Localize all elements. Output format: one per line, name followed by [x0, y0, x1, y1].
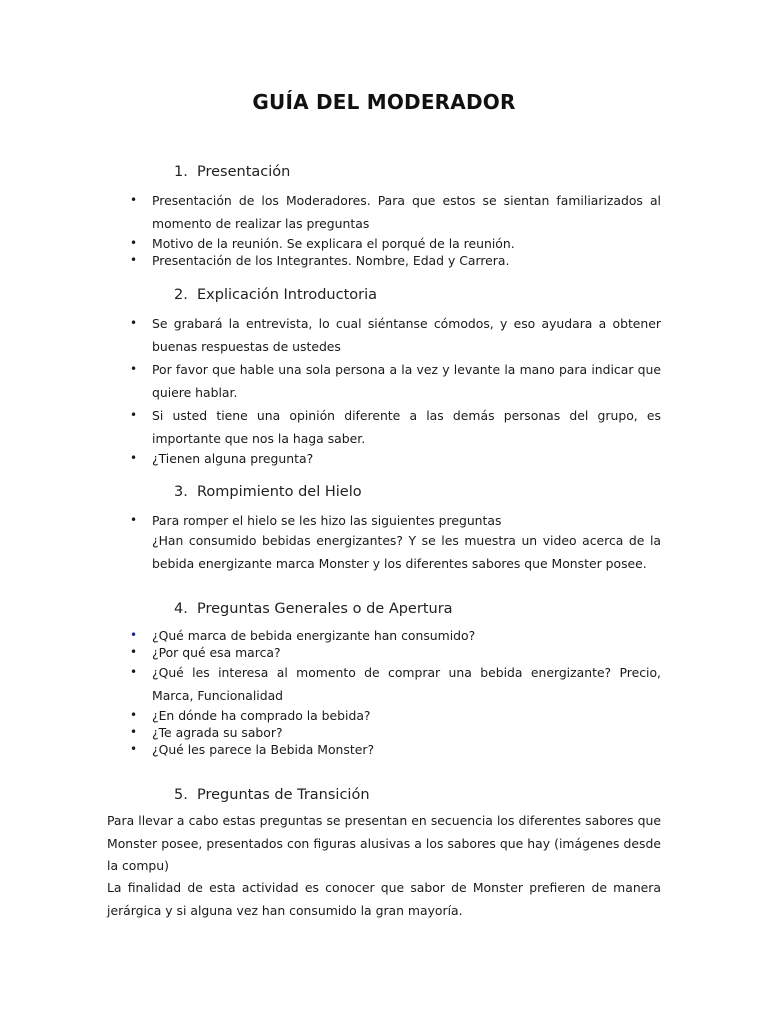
list-item-text: Presentación de los Integrantes. Nombre, Edad y Carrera. — [152, 253, 510, 268]
bullet-marker: • — [130, 708, 138, 722]
list-item — [130, 252, 661, 269]
section-number: 4. — [174, 601, 188, 617]
list-item — [130, 235, 661, 252]
bullet-list-explicacion — [130, 312, 661, 467]
list-item — [130, 358, 661, 404]
bullet-marker: • — [130, 316, 138, 330]
list-item-text: Si usted tiene una opinión diferente a las demás personas del grupo, es importante que nos la haga saber. — [152, 408, 661, 446]
list-item — [130, 644, 661, 661]
bullet-marker: • — [130, 362, 138, 376]
section-heading-transicion — [174, 787, 370, 803]
list-item-subtext: ¿Han consumido bebidas energizantes? Y se les muestra un video acerca de la bebida energizante marca Monster y los diferentes sabores que Monster posee. — [152, 533, 661, 571]
section-number: 1. — [174, 164, 188, 180]
list-item — [130, 724, 661, 741]
list-item-text: ¿Te agrada su sabor? — [152, 725, 283, 740]
list-item — [130, 450, 661, 467]
bullet-marker: • — [130, 236, 138, 250]
list-item-text: ¿Qué les parece la Bebida Monster? — [152, 742, 375, 757]
list-item — [130, 661, 661, 707]
paragraph: La finalidad de esta actividad es conocer que sabor de Monster prefieren de manera jerárgica y si alguna vez han consumido la gran mayoría. — [107, 880, 661, 918]
section-heading-explicacion — [174, 287, 377, 303]
list-item — [130, 312, 661, 358]
list-item-text: Para romper el hielo se les hizo las siguientes preguntas — [152, 513, 502, 528]
bullet-marker: • — [130, 665, 138, 679]
bullet-marker: • — [130, 742, 138, 756]
section-heading-preguntas-generales — [174, 601, 453, 617]
list-item — [130, 404, 661, 450]
section-heading-presentacion — [174, 164, 290, 180]
section-title: Rompimiento del Hielo — [197, 484, 362, 500]
section-title: Explicación Introductoria — [197, 287, 377, 303]
bullet-marker: • — [130, 253, 138, 267]
bullet-list-presentacion — [130, 189, 661, 269]
paragraph: Para llevar a cabo estas preguntas se presentan en secuencia los diferentes sabores que Monster posee, presentados con figuras alusivas a los sabores que hay (imágenes desde la compu) — [107, 813, 661, 873]
list-item-text: Por favor que hable una sola persona a la vez y levante la mano para indicar que quiere hablar. — [152, 362, 661, 400]
bullet-marker: • — [130, 628, 138, 642]
list-item-text: ¿En dónde ha comprado la bebida? — [152, 708, 371, 723]
section-number: 2. — [174, 287, 188, 303]
list-item — [130, 707, 661, 724]
section-title: Preguntas Generales o de Apertura — [197, 601, 453, 617]
bullet-marker: • — [130, 451, 138, 465]
list-item — [130, 627, 661, 644]
list-item-text: Se grabará la entrevista, lo cual siéntanse cómodos, y eso ayudara a obtener buenas respuestas de ustedes — [152, 316, 661, 354]
section-number: 5. — [174, 787, 188, 803]
list-item — [130, 189, 661, 235]
list-item-text: ¿Tienen alguna pregunta? — [152, 451, 314, 466]
bullet-marker: • — [130, 645, 138, 659]
section-number: 3. — [174, 484, 188, 500]
bullet-marker: • — [130, 725, 138, 739]
bullet-marker: • — [130, 513, 138, 527]
list-item-text: Presentación de los Moderadores. Para que estos se sientan familiarizados al momento de realizar las preguntas — [152, 193, 661, 231]
section-heading-rompimiento — [174, 484, 362, 500]
bullet-marker: • — [130, 193, 138, 207]
bullet-list-preguntas-generales — [130, 627, 661, 758]
list-item-text: ¿Por qué esa marca? — [152, 645, 281, 660]
bullet-marker: • — [130, 408, 138, 422]
bullet-list-rompimiento — [130, 512, 661, 575]
list-item — [130, 741, 661, 758]
list-item-text: ¿Qué les interesa al momento de comprar una bebida energizante? Precio, Marca, Funcionalidad — [152, 665, 661, 703]
list-item-text: ¿Qué marca de bebida energizante han consumido? — [152, 628, 476, 643]
list-item-text: Motivo de la reunión. Se explicara el porqué de la reunión. — [152, 236, 515, 251]
section-title: Presentación — [197, 164, 291, 180]
section-title: Preguntas de Transición — [197, 787, 370, 803]
document-title: GUÍA DEL MODERADOR — [252, 90, 516, 114]
list-item — [130, 512, 661, 575]
